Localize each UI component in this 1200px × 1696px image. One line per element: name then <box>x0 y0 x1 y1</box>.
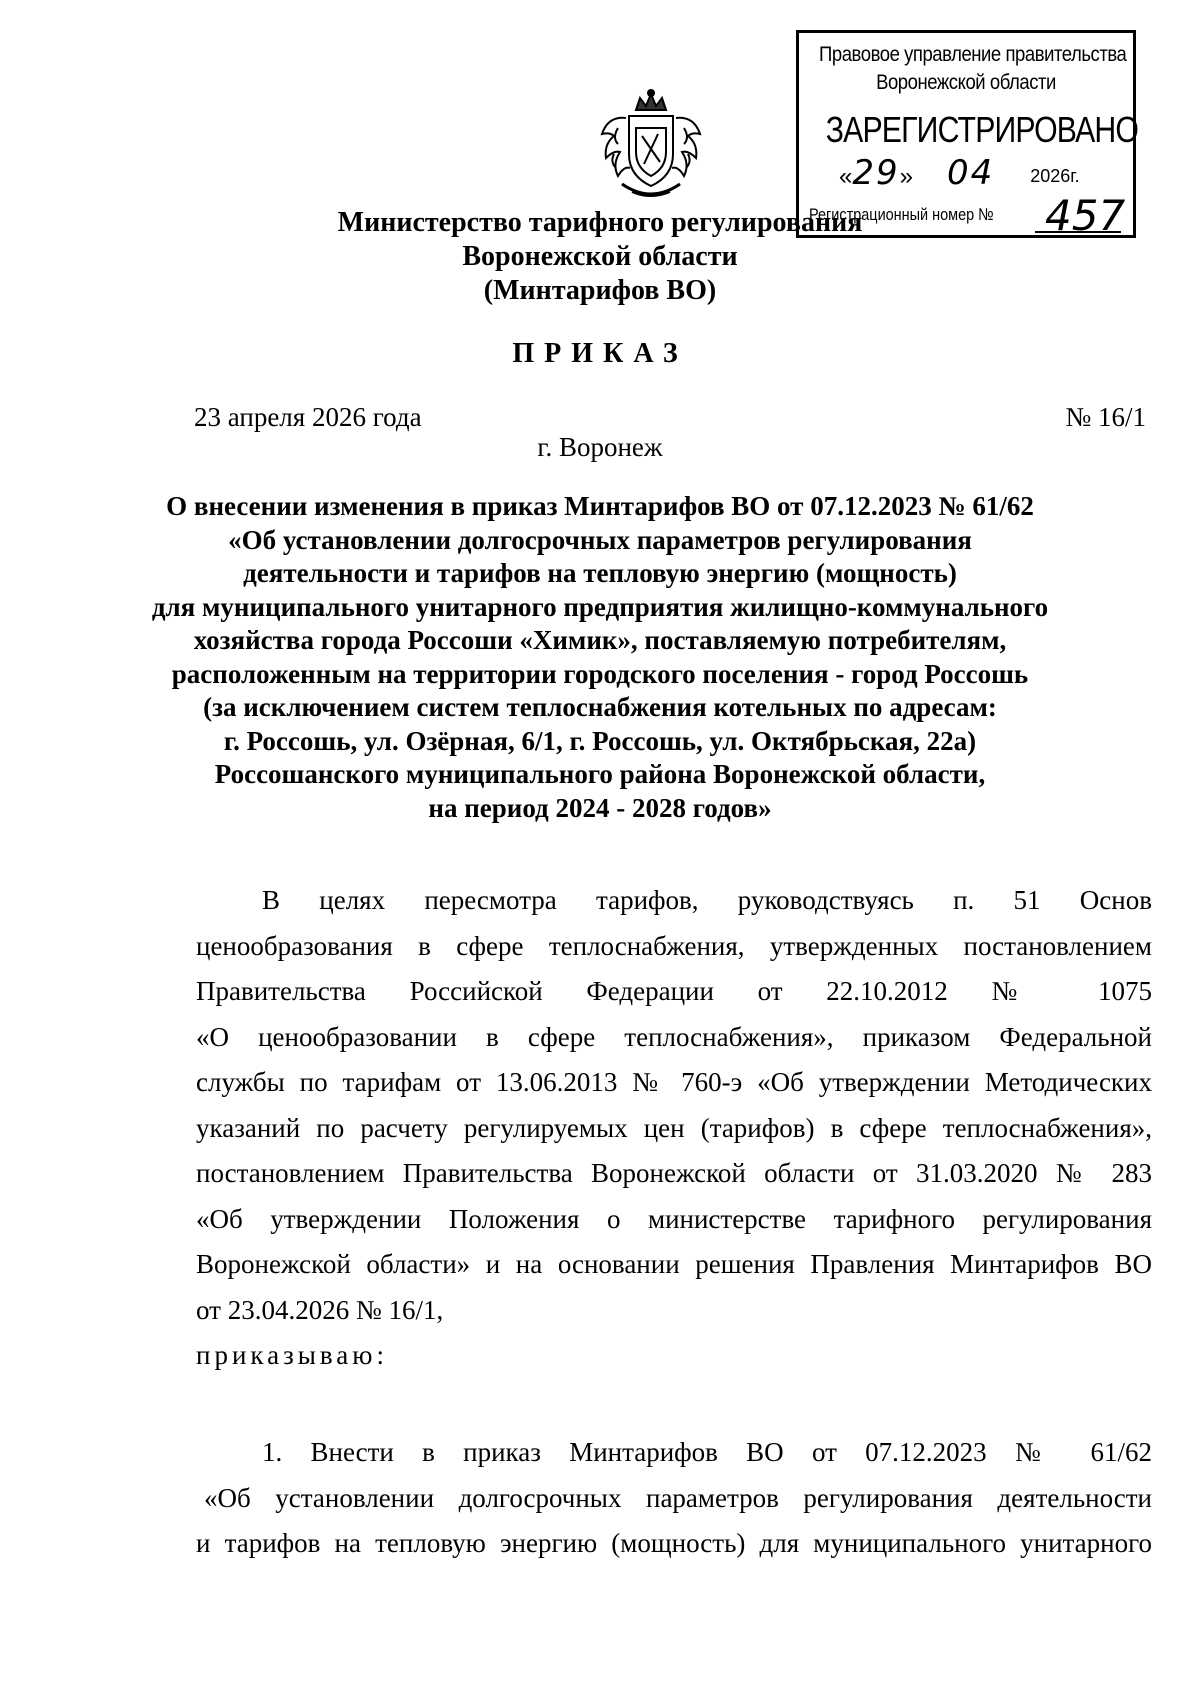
subject-line: деятельности и тарифов на тепловую энергию (мощность) <box>243 558 957 588</box>
preamble-line: «Об утверждении Положения о министерстве тарифного регулирования <box>196 1203 1152 1234</box>
order-subject <box>0 490 1200 825</box>
preamble-line: постановлением Правительства Воронежской области от 31.03.2020 № 283 <box>196 1158 1152 1188</box>
preamble-line: службы по тарифам от 13.06.2013 № 760-э «Об утверждении Методических <box>196 1067 1152 1097</box>
subject-line: (за исключением систем теплоснабжения котельных по адресам: <box>203 692 997 722</box>
stamp-reg-number: 457 <box>1045 191 1126 240</box>
preamble-line: «О ценообразовании в сфере теплоснабжения», приказом Федеральной <box>196 1021 1152 1052</box>
preamble-line: ценообразования в сфере теплоснабжения, утвержденных постановлением <box>196 930 1152 961</box>
item-1-paragraph <box>196 1430 1152 1567</box>
ministry-line-3: (Минтарифов ВО) <box>483 275 717 306</box>
preamble-line: Воронежской области» и на основании решения Правления Минтарифов ВО <box>196 1249 1152 1279</box>
stamp-month: 04 <box>946 153 995 193</box>
ministry-line-2: Воронежской области <box>462 241 738 272</box>
subject-line: на период 2024 - 2028 годов» <box>428 792 772 823</box>
preamble-paragraph <box>196 878 1152 1379</box>
stamp-org-line-2: Воронежской области <box>876 71 1056 94</box>
order-city: г. Воронеж <box>537 432 663 462</box>
subject-line: О внесении изменения в приказ Минтарифов ВО от 07.12.2023 № 61/62 <box>166 491 1034 521</box>
stamp-org-line-1: Правовое управление правительства <box>819 43 1127 66</box>
subject-line: «Об установлении долгосрочных параметров регулирования <box>228 524 972 555</box>
subject-line: хозяйства города Россоши «Химик», поставляемую потребителям, <box>193 625 1007 655</box>
subject-line: для муниципального унитарного предприятия жилищно-коммунального <box>151 591 1049 622</box>
preamble-line: В целях пересмотра тарифов, руководствуясь п. 51 Основ <box>262 885 1152 915</box>
stamp-date: «29» 04 2026г. <box>839 153 1080 193</box>
preamble-line: Правительства Российской Федерации от 22.10.2012 № 1075 <box>196 976 1152 1006</box>
stamp-year: 2026г. <box>1030 166 1080 186</box>
item-1-line: и тарифов на тепловую энергию (мощность) для муниципального унитарного <box>196 1528 1152 1558</box>
stamp-registered: ЗАРЕГИСТРИРОВАНО <box>825 109 1139 150</box>
order-number: № 16/1 <box>1065 402 1146 432</box>
document-type-title: ПРИКАЗ <box>512 338 688 369</box>
preamble-line: от 23.04.2026 № 16/1, <box>196 1294 444 1325</box>
subject-line: г. Россошь, ул. Озёрная, 6/1, г. Россошь, ул. Октябрьская, 22а) <box>223 725 977 756</box>
coat-of-arms-emblem <box>596 88 706 208</box>
order-date: 23 апреля 2026 года <box>194 402 422 432</box>
order-word: приказываю: <box>196 1340 388 1370</box>
stamp-reg-number-label: Регистрационный номер № <box>809 205 994 224</box>
stamp-day: 29 <box>852 153 900 193</box>
item-1-line: «Об установлении долгосрочных параметров регулирования деятельности <box>204 1482 1152 1513</box>
item-1-line: 1. Внести в приказ Минтарифов ВО от 07.12.2023 № 61/62 <box>262 1437 1152 1467</box>
ministry-line-1: Министерство тарифного регулирования <box>337 207 863 238</box>
preamble-line: указаний по расчету регулируемых цен (тарифов) в сфере теплоснабжения», <box>196 1112 1152 1143</box>
subject-line: Россошанского муниципального района Воронежской области, <box>214 759 986 789</box>
subject-line: расположенным на территории городского поселения - город Россошь <box>171 658 1029 689</box>
